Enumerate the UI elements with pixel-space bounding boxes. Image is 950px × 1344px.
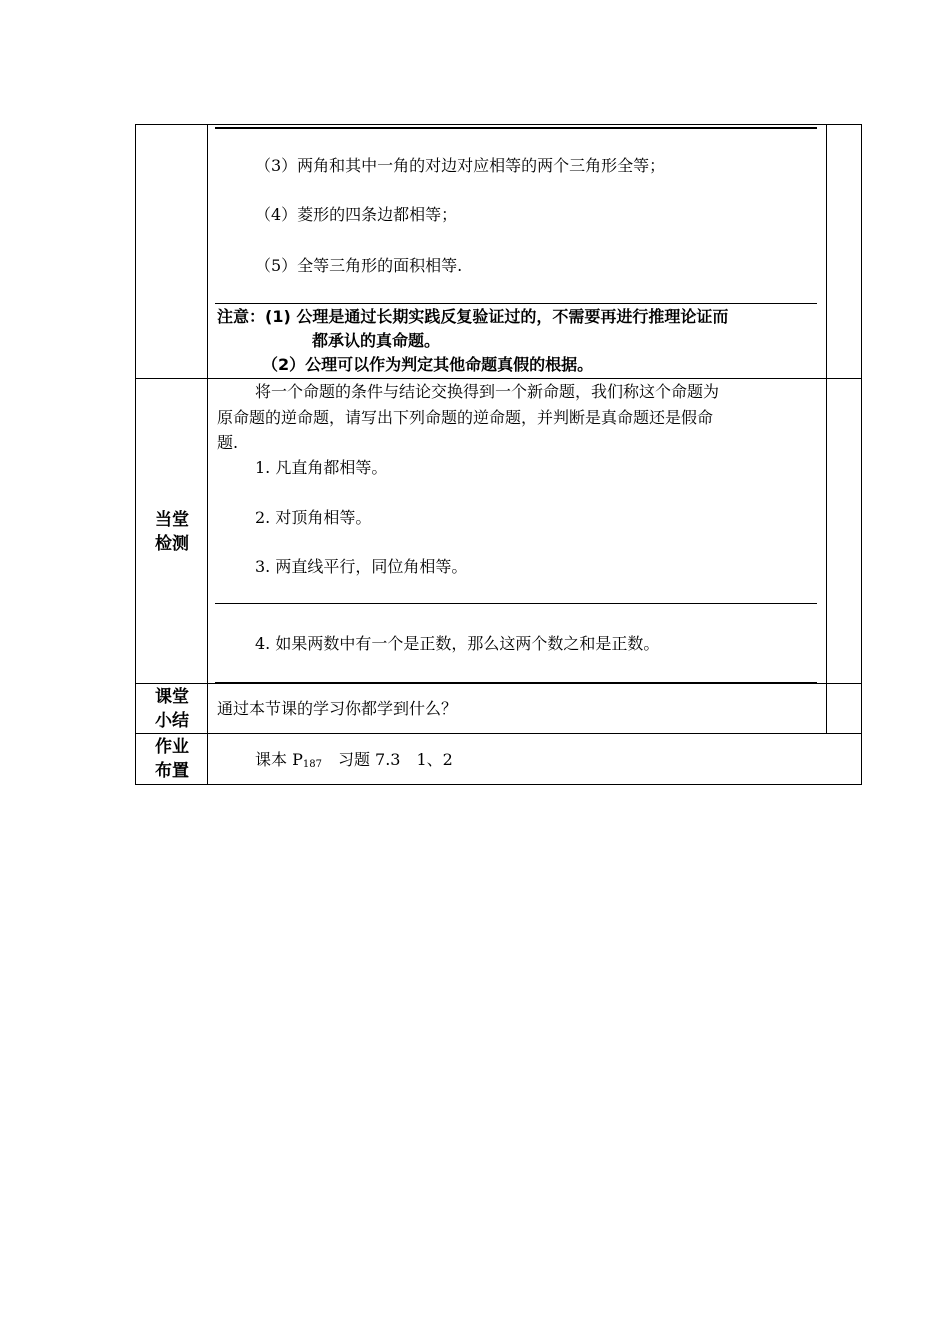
- axiom-item-4: （4）菱形的四条边都相等；: [255, 205, 458, 224]
- inner-rule-note: [215, 303, 817, 304]
- section-label-summary: [136, 685, 208, 733]
- row-divider-3: [135, 733, 862, 734]
- quiz-intro-line2: 原命题的逆命题，请写出下列命题的逆命题，并判断是真命题还是假命: [217, 408, 714, 427]
- note-line-1: 注意：(1) 公理是通过长期实践反复验证过的，不需要再进行推理论证而: [217, 307, 729, 326]
- quiz-question-3: 3. 两直线平行，同位角相等。: [255, 557, 468, 576]
- homework-page-number: 187: [302, 759, 322, 770]
- row-divider-1: [135, 378, 862, 379]
- homework-label-line2: 布置: [155, 761, 189, 781]
- quiz-intro-line3: 题.: [217, 433, 239, 452]
- table-border-top: [135, 124, 862, 125]
- axiom-item-3: （3）两角和其中一角的对边对应相等的两个三角形全等；: [255, 156, 666, 175]
- table-border-right: [861, 124, 862, 785]
- quiz-label-line1: 当堂: [155, 510, 189, 530]
- quiz-label-line2: 检测: [155, 534, 189, 554]
- homework-prefix: 课本 P: [255, 750, 303, 769]
- summary-label-line2: 小结: [155, 711, 189, 731]
- summary-label-line1: 课堂: [155, 687, 189, 707]
- quiz-question-2: 2. 对顶角相等。: [255, 508, 372, 527]
- row-divider-2: [135, 683, 862, 684]
- summary-content: 通过本节课的学习你都学到什么？: [217, 699, 458, 718]
- quiz-question-1: 1. 凡直角都相等。: [255, 458, 388, 477]
- homework-content: [255, 748, 453, 777]
- homework-suffix: 习题 7.3 1、2: [321, 750, 453, 769]
- inner-rule-top: [215, 127, 817, 129]
- inner-rule-bottom: [215, 682, 817, 683]
- axiom-item-5: （5）全等三角形的面积相等.: [255, 256, 463, 275]
- quiz-intro-line1: 将一个命题的条件与结论交换得到一个新命题，我们称这个命题为: [255, 382, 720, 401]
- right-column-divider: [826, 124, 827, 733]
- table-border-bottom: [135, 784, 862, 785]
- section-label-homework: [136, 735, 208, 783]
- note-line-3: （2）公理可以作为判定其他命题真假的根据。: [262, 355, 594, 374]
- note-line-2: 都承认的真命题。: [312, 331, 441, 350]
- inner-rule-question: [215, 603, 817, 604]
- section-label-quiz: [136, 508, 208, 556]
- homework-label-line1: 作业: [155, 737, 189, 757]
- quiz-question-4: 4. 如果两数中有一个是正数，那么这两个数之和是正数。: [255, 634, 660, 653]
